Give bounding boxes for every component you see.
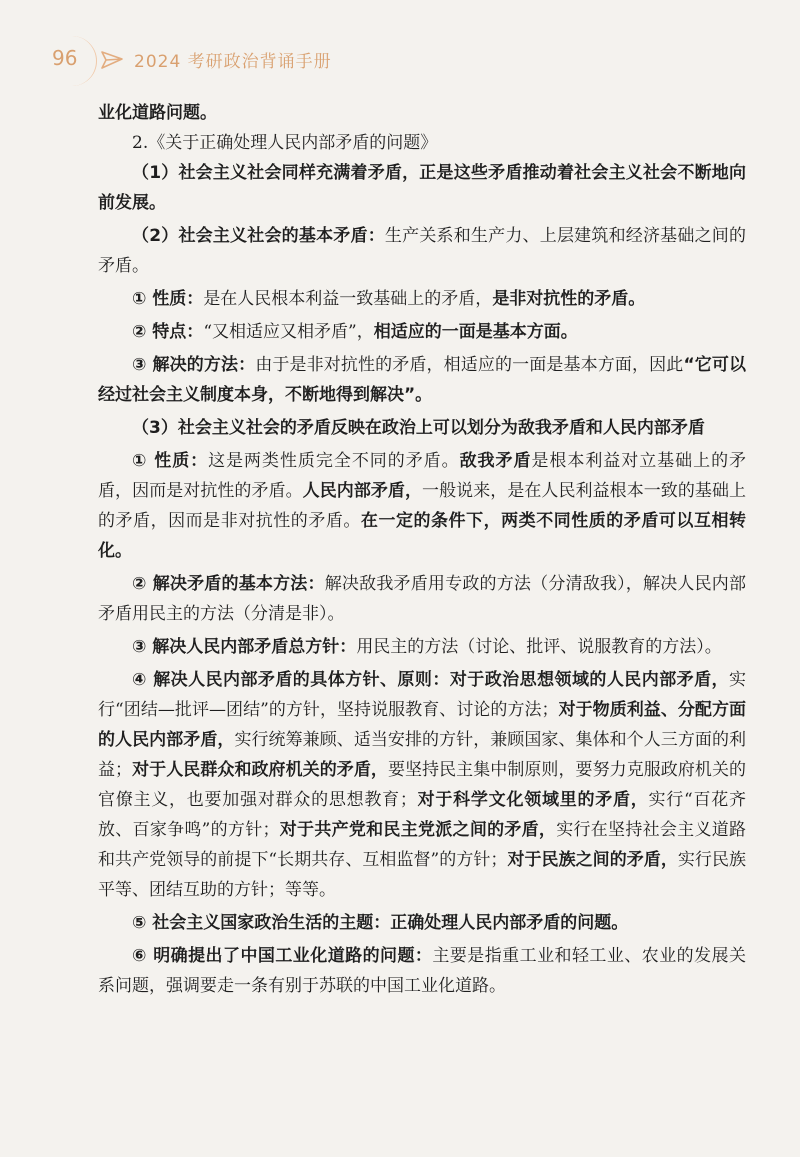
item-solution [98,350,746,410]
item-industrialization [98,941,746,1001]
text-bold: 对于人民群众和政府机关的矛盾， [132,760,388,780]
item-general-policy [98,632,746,662]
text-bold: ① 性质： [132,451,209,471]
text: 生产关系和生产力、上层建筑和经济基础之间的矛盾。 [98,226,747,276]
text-bold: ⑥ 明确提出了中国工业化道路的问题： [132,946,433,966]
item-feature [98,317,746,347]
text: 实行民族平等、团结互助的方针；等等。 [98,850,747,900]
page-number: 96 [52,46,78,70]
text: 实行“团结—批评—团结”的方针，坚持说服教育、讨论的方法； [98,670,746,720]
text-bold: （1）社会主义社会同样充满着矛盾，正是这些矛盾推动着社会主义社会不断地向前发展。 [98,163,746,213]
text: 是根本利益对立基础上的矛盾，因而是对抗性的矛盾。 [98,451,747,501]
text-bold: ③ 解决的方法： [132,355,256,375]
text: 由于是非对抗性的矛盾，相适应的一面是基本方面，因此 [255,355,684,375]
text-bold: ④ 解决人民内部矛盾的具体方针、原则：对于政治思想领域的人民内部矛盾， [132,670,729,690]
text-bold: （2）社会主义社会的基本矛盾： [132,226,385,246]
paragraph-1 [98,158,746,218]
text-bold: 在一定的条件下，两类不同性质的矛盾可以互相转化。 [98,511,747,561]
text-bold: 人民内部矛盾， [302,481,423,501]
text: 要坚持民主集中制原则，要努力克服政府机关的官僚主义，也要加强对群众的思想教育； [98,760,747,810]
text: 2.《关于正确处理人民内部矛盾的问题》 [132,133,438,153]
book-title: 2024 考研政治背诵手册 [134,52,332,72]
page-header [30,36,770,84]
text: 实行统筹兼顾、适当安排的方针，兼顾国家、集体和个人三方面的利益； [98,730,747,780]
text: “又相适应又相矛盾”， [203,322,374,342]
text: 用民主的方法（讨论、批评、说服教育的方法）。 [356,637,722,657]
item-nature [98,284,746,314]
paragraph-2 [98,221,746,281]
paragraph-continuation [98,98,746,128]
text-bold: ② 解决矛盾的基本方法： [132,574,325,594]
text-bold: 是非对抗性的矛盾。 [492,289,646,309]
text-bold: 对于民族之间的矛盾， [507,850,678,870]
text-bold: ⑤ 社会主义国家政治生活的主题：正确处理人民内部矛盾的问题。 [132,913,629,933]
text-bold: 对于科学文化领域里的矛盾， [416,790,649,810]
text: 解决敌我矛盾用专政的方法（分清敌我），解决人民内部矛盾用民主的方法（分清是非）。 [98,574,747,624]
text-bold: 对于物质利益、分配方面的人民内部矛盾， [98,700,746,750]
item-basic-method [98,569,746,629]
text-bold: 相适应的一面是基本方面。 [373,322,578,342]
page-body [98,98,746,1001]
text: 一般说来，是在人民利益根本一致的基础上的矛盾，因而是非对抗性的矛盾。 [98,481,747,531]
text-bold: ① 性质： [132,289,204,309]
text: 实行“百花齐放、百家争鸣”的方针； [98,790,746,840]
section-heading [98,128,746,158]
text-bold: 敌我矛盾 [459,451,532,471]
text-bold: ② 特点： [132,322,204,342]
paragraph-3 [98,413,746,443]
text-bold: 对于共产党和民主党派之间的矛盾， [279,820,557,840]
text: 是在人民根本利益一致基础上的矛盾， [203,289,493,309]
item-specific-policy [98,665,746,905]
text-bold: “它可以经过社会主义制度本身，不断地得到解决”。 [98,355,746,405]
text-bold: 业化道路问题。 [98,103,217,123]
text-bold: ③ 解决人民内部矛盾总方针： [132,637,357,657]
text: 主要是指重工业和轻工业、农业的发展关系问题，强调要走一条有别于苏联的中国工业化道路。 [98,946,747,996]
text: 这是两类性质完全不同的矛盾。 [208,451,460,471]
paper-plane-icon [100,50,124,70]
text: 实行在坚持社会主义道路和共产党领导的前提下“长期共存、互相监督”的方针； [98,820,747,870]
item-political-theme [98,908,746,938]
text-bold: （3）社会主义社会的矛盾反映在政治上可以划分为敌我矛盾和人民内部矛盾 [132,418,705,438]
item-two-contradictions [98,446,746,566]
